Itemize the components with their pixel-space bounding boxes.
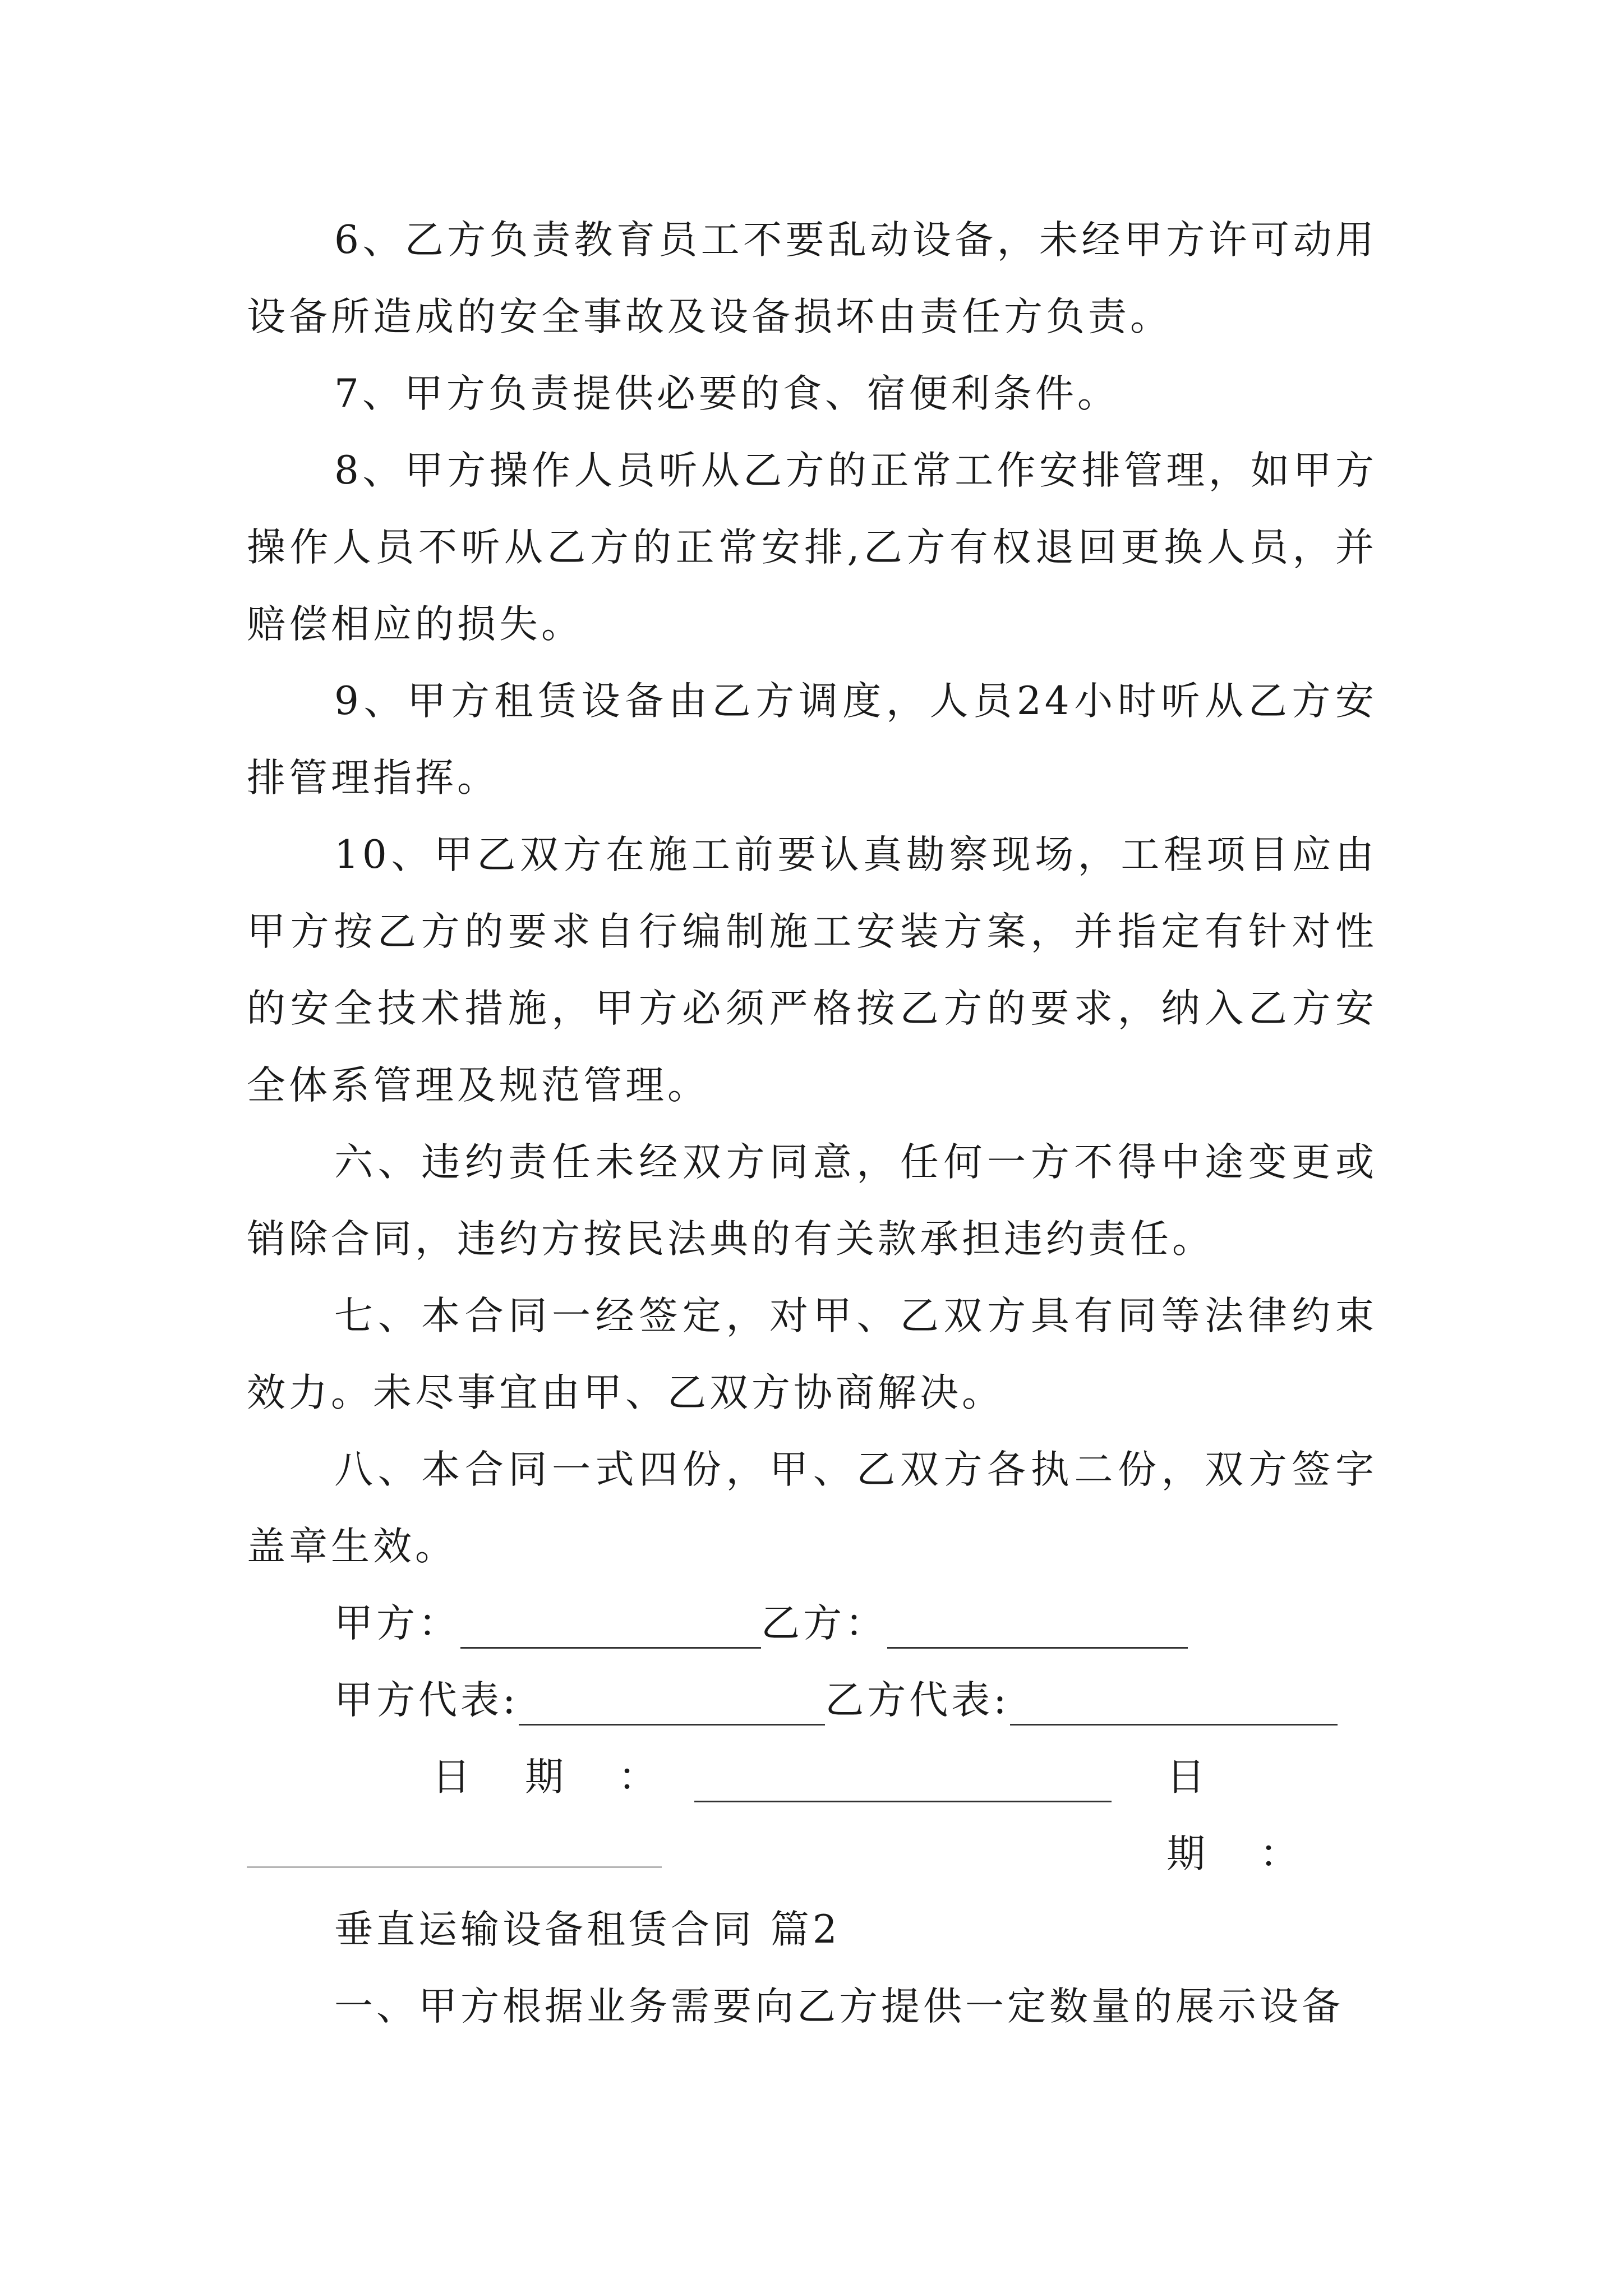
party-b-blank	[887, 1585, 1188, 1649]
section-6-breach: 六、违约责任未经双方同意，任何一方不得中途变更或销除合同，违约方按民法典的有关款承担违约责任。	[247, 1140, 1377, 1262]
clause-7: 7、甲方负责提供必要的食、宿便利条件。	[334, 371, 1119, 416]
clause-8: 8、甲方操作人员听从乙方的正常工作安排管理，如甲方操作人员不听从乙方的正常安排,乙方有权退回更换人员，并赔偿相应的损失。	[247, 448, 1377, 647]
date-b-label: 日 期 ：	[1166, 1755, 1306, 1876]
date-a-blank	[694, 1739, 1112, 1802]
rep-b-label: 乙方代表:	[825, 1678, 1010, 1723]
contract-title: 垂直运输设备租赁合同 篇2	[334, 1907, 841, 1952]
next-clause-1: 一、甲方根据业务需要向乙方提供一定数量的展示设备	[334, 1984, 1344, 2029]
party-a-label: 甲方：	[334, 1601, 460, 1646]
clause-10: 10、甲乙双方在施工前要认真勘察现场，工程项目应由甲方按乙方的要求自行编制施工安装方案，并指定有针对性的安全技术措施，甲方必须严格按乙方的要求，纳入乙方安全体系管理及规范管理。	[247, 832, 1377, 1108]
signature-rep-line	[247, 1662, 1377, 1739]
contract-body	[247, 202, 1377, 1876]
section-8-copies: 八、本合同一式四份，甲、乙双方各执二份，双方签字盖章生效。	[247, 1447, 1377, 1569]
clause-9: 9、甲方租赁设备由乙方调度，人员24小时听从乙方安排管理指挥。	[247, 679, 1377, 800]
date-a-label: 日 期 ：	[432, 1755, 665, 1800]
signature-party-line	[247, 1585, 1377, 1662]
party-b-label: 乙方：	[761, 1601, 887, 1646]
next-contract	[247, 1892, 1377, 2045]
rep-b-blank	[1010, 1662, 1338, 1726]
section-divider	[247, 1866, 662, 1868]
section-7-effect: 七、本合同一经签定，对甲、乙双方具有同等法律约束效力。未尽事宜由甲、乙双方协商解决。	[247, 1294, 1377, 1415]
clause-6: 6、乙方负责教育员工不要乱动设备，未经甲方许可动用设备所造成的安全事故及设备损坏由责任方负责。	[247, 218, 1377, 339]
rep-a-blank	[519, 1662, 825, 1726]
rep-a-label: 甲方代表:	[334, 1678, 519, 1723]
party-a-blank	[460, 1585, 761, 1649]
signature-date-line	[247, 1739, 1377, 1876]
